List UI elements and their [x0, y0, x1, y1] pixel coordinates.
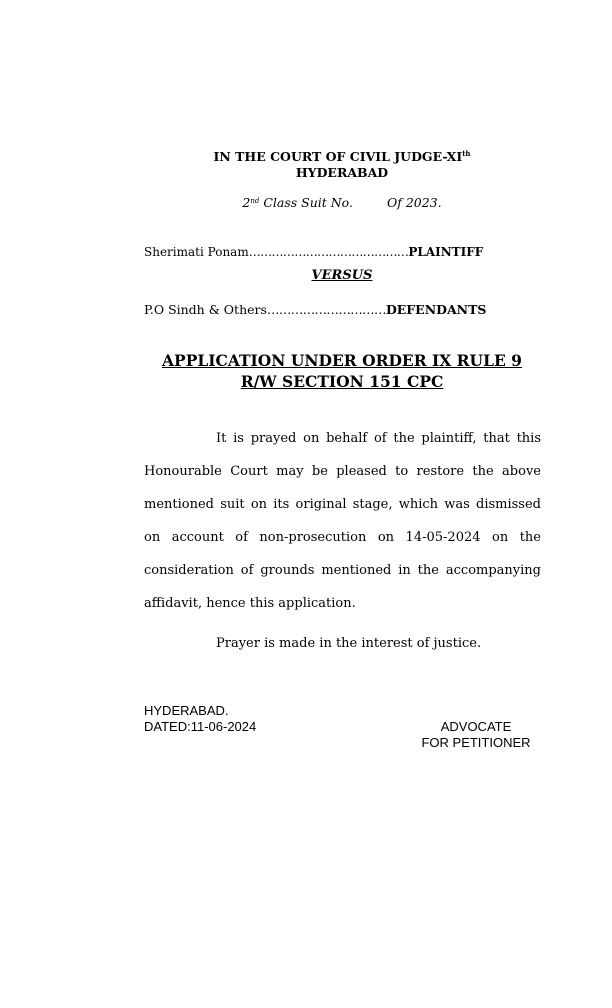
- defendants-line: [144, 302, 486, 317]
- suit-class-number: 2: [242, 195, 251, 210]
- court-name-ordinal: th: [462, 149, 471, 158]
- court-heading: [100, 146, 584, 181]
- suit-class-ordinal: nd: [250, 197, 260, 205]
- signature-block: [400, 719, 552, 751]
- suit-label: Class Suit No.: [259, 195, 353, 210]
- suit-year: Of 2023.: [386, 195, 442, 210]
- plaintiff-line: [144, 245, 483, 259]
- application-title-line2: R/W SECTION 151 CPC: [240, 372, 444, 391]
- defendant-name: P.O Sindh & Others: [144, 302, 267, 317]
- signatory-title: ADVOCATE: [440, 719, 512, 734]
- footer-date: DATED:11-06-2024: [144, 719, 257, 734]
- plaintiff-dots: ……………………………………: [248, 245, 409, 259]
- signatory-role: FOR PETITIONER: [421, 735, 531, 750]
- court-city: HYDERABAD: [295, 165, 389, 180]
- plaintiff-role: PLAINTIFF: [408, 245, 484, 259]
- versus-label: VERSUS: [311, 268, 373, 283]
- defendant-dots: …………………………: [266, 302, 386, 317]
- court-name-text: IN THE COURT OF CIVIL JUDGE-XI: [213, 149, 463, 164]
- court-name: [100, 146, 584, 165]
- application-body: It is prayed on behalf of the plaintiff, that this Honourable Court may be pleased to restore the above mentioned suit on its original stage, which was dismissed on account of non-prosecution on 14-05-2024 on the consideration of grounds mentioned in the accompanying affidavit, hence this application.: [144, 431, 541, 611]
- prayer-line: Prayer is made in the interest of justice.: [216, 636, 482, 651]
- defendant-role: DEFENDANTS: [385, 302, 487, 317]
- application-title: [100, 350, 584, 392]
- footer-place: HYDERABAD.: [144, 703, 229, 718]
- suit-number-line: [100, 195, 584, 210]
- plaintiff-name: Sherimati Ponam: [144, 245, 249, 259]
- application-title-line1: APPLICATION UNDER ORDER IX RULE 9: [162, 351, 522, 370]
